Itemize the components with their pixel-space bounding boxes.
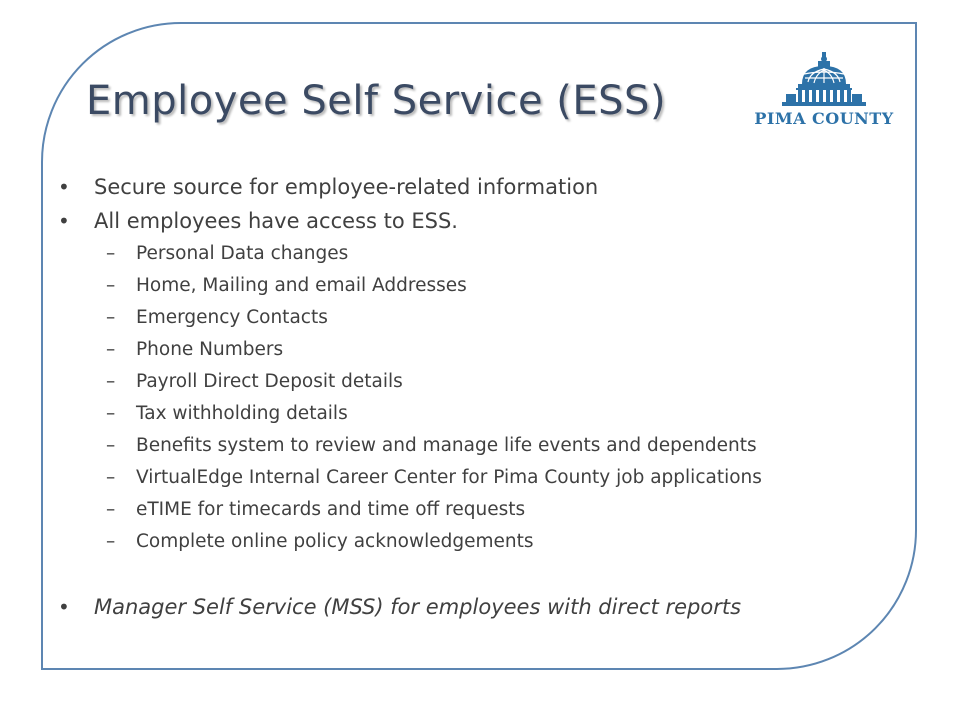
- dash-glyph: –: [106, 499, 116, 520]
- bullet-item: • All employees have access to ESS.: [58, 204, 898, 238]
- slide-title: Employee Self Service (ESS): [86, 78, 667, 124]
- pima-county-logo: [748, 50, 900, 130]
- sub-item: – Emergency Contacts: [58, 302, 898, 334]
- dash-glyph: –: [106, 307, 116, 328]
- sub-item: – Benefits system to review and manage life events and dependents: [58, 430, 898, 462]
- bullet-glyph: •: [58, 175, 70, 199]
- dash-glyph: –: [106, 339, 116, 360]
- dash-glyph: –: [106, 531, 116, 552]
- dash-glyph: –: [106, 371, 116, 392]
- sub-item: – Home, Mailing and email Addresses: [58, 270, 898, 302]
- bullet-item: • Secure source for employee-related information: [58, 170, 898, 204]
- dash-glyph: –: [106, 435, 116, 456]
- sub-item: – Phone Numbers: [58, 334, 898, 366]
- dash-glyph: –: [106, 403, 116, 424]
- dash-glyph: –: [106, 467, 116, 488]
- dash-glyph: –: [106, 243, 116, 264]
- dash-glyph: –: [106, 275, 116, 296]
- sub-item: – Complete online policy acknowledgements: [58, 526, 898, 558]
- sub-item: – VirtualEdge Internal Career Center for Pima County job applications: [58, 462, 898, 494]
- spacer: [58, 558, 898, 590]
- sub-item: – eTIME for timecards and time off requests: [58, 494, 898, 526]
- bullet-item: • Manager Self Service (MSS) for employees with direct reports: [58, 590, 898, 624]
- sub-item: – Tax withholding details: [58, 398, 898, 430]
- bullet-glyph: •: [58, 595, 70, 619]
- sub-item: – Personal Data changes: [58, 238, 898, 270]
- slide-content: [58, 170, 898, 624]
- sub-item: – Payroll Direct Deposit details: [58, 366, 898, 398]
- bullet-glyph: •: [58, 209, 70, 233]
- logo-text: PIMA COUNTY: [754, 109, 894, 128]
- courthouse-dome-icon: [748, 50, 900, 112]
